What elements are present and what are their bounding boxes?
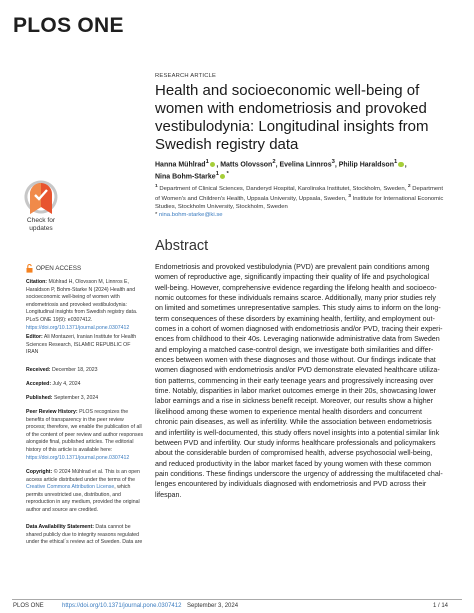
open-access-badge [26, 264, 81, 273]
affiliation-number: 1 [155, 184, 158, 189]
data-availability-block [26, 524, 144, 547]
abstract-heading: Abstract [155, 238, 209, 254]
copyright-text-2: , which permits unrestricted use, distribution, and reproduction in any medium, provided the original author and source are credited. [26, 484, 140, 513]
orcid-icon[interactable] [398, 162, 404, 168]
abstract-body: Endometriosis and provoked vestibulodynia (PVD) are prevalent pain conditions among women of reproductive age, significantly impacting their quality of life and psychological well-being. However, comprehensive evidence regarding the lifelong health and socioeco-nomic outcomes for these individuals remains scarce. Additionally, many prior studies rely on limited and sometimes unrepresentative samples. This study aims to inform on the long-term consequences of these disorders by examining health, fertility, and employment out-comes in a cohort of women diagnosed with endometriosis and/or PVD, tracing their experi-ences from childhood to their 40s. Leveraging nationwide administrative data from Sweden and employing a matched case-control design, we investigate both similarities and differ-ences between women with these diagnoses and those without. Our findings indicate that women diagnosed with endometriosis and/or PVD demonstrate elevated healthcare utiliza-tion patterns, commencing in their early teenage years and progressively increasing over time. Notably, disparities in labor market outcomes emerge in their 20s, showcasing lower labor earnings and a rise in sickness benefit receipt. Moreover, our results show a higher likelihood among these women to experience mental health disorders and concurrent chronic pain diseases, as well as infertility. While the association between endometriosis and infertility is well-documented, this study offers novel insights into a potential similar link between PVD and infertility. Our study informs healthcare professionals and policymakers about the considerable burden of compromised health, adverse psychosocial well-being, and reduced productivity in the labor market faced by young women with these common pain conditions. These findings underscore the urgency of addressing the multifaceted chal-lenges encountered by individuals diagnosed with endometriosis and PVD across their lifespan. [155, 263, 443, 499]
published-date: September 3, 2024 [53, 395, 99, 401]
author-bohm-starke[interactable]: Nina Bohm-Starke [155, 173, 216, 181]
citation-doi-link[interactable]: https://doi.org/10.1371/journal.pone.0307412 [26, 324, 130, 331]
open-lock-icon [26, 264, 33, 273]
editor-label: Editor: [26, 334, 43, 340]
accepted-date: July 4, 2024 [52, 381, 81, 387]
peer-review-doi-link[interactable]: https://doi.org/10.1371/journal.pone.0307412 [26, 454, 130, 461]
article-type-label: RESEARCH ARTICLE [155, 73, 217, 79]
affiliation-2: Department of Women's and Children's Health, Uppsala University, Uppsala, Sweden, [155, 185, 444, 203]
license-link[interactable]: Creative Commons Attribution License [26, 484, 115, 491]
email-link[interactable]: nina.bohm-starke@ki.se [158, 212, 223, 218]
footer-divider [12, 599, 462, 600]
footer-date: September 3, 2024 [187, 603, 239, 609]
corresponding-author-mark: * [226, 170, 229, 177]
data-availability-label: Data Availability Statement: [26, 524, 94, 530]
correspondence-email [155, 212, 445, 218]
accepted-label: Accepted: [26, 381, 52, 387]
author-haraldson[interactable]: , Philip Haraldson [334, 161, 394, 169]
orcid-icon[interactable] [210, 162, 216, 168]
article-title: Health and socioeconomic well-being of women with endometriosis and provoked vestibulodynia: Longitudinal insights from Swedish registry data [155, 82, 429, 153]
footer-page-number: 1 / 14 [433, 603, 449, 609]
received-label: Received: [26, 367, 51, 373]
affiliation-number: 2 [407, 184, 411, 189]
check-for-updates-badge[interactable] [18, 180, 64, 233]
journal-logo-part2: ONE [77, 14, 124, 37]
editor-block [26, 334, 144, 357]
crossmark-line2: updates [29, 225, 53, 232]
author-linnros[interactable]: , Evelina Linnros [275, 161, 332, 169]
open-access-label: OPEN ACCESS [36, 265, 82, 272]
author-olovsson[interactable]: , Matts Olovsson [216, 161, 273, 169]
affiliation-number: 3 [348, 194, 351, 200]
footer-journal: PLOS ONE [13, 603, 44, 609]
peer-review-label: Peer Review History: [26, 409, 78, 415]
citation-label: Citation: [26, 279, 48, 285]
footer-doi-link[interactable]: https://doi.org/10.1371/journal.pone.0307412 [62, 603, 182, 609]
citation-text: Mühlrad H, Olovsson M, Linnros E, Haraldson P, Bohm-Starke N (2024) Health and socioeconomic well-being of women with endometriosis and provoked vestibulodynia: Longitudinal insights from Swedish registry data. PLoS ONE 19(9): e0307412. [26, 279, 138, 323]
journal-logo [13, 14, 124, 38]
received-block [26, 367, 144, 375]
copyright-block [26, 469, 144, 515]
peer-review-text: PLOS recognizes the benefits of transparency in the peer review process; therefore, we enable the publication of all of the content of peer review and author responses alongside final, published articles. The editorial history of this article is available here: [26, 409, 144, 453]
peer-review-block [26, 409, 144, 462]
email-prefix: * [155, 212, 159, 218]
crossmark-line1: Check for [26, 217, 56, 224]
affiliation-3: Institute for International Economic Studies, Stockholm University, Stockholm, Sweden [155, 196, 444, 211]
published-label: Published: [26, 395, 53, 401]
affiliations [155, 183, 445, 212]
orcid-icon[interactable] [220, 174, 226, 180]
received-date: December 18, 2023 [51, 367, 98, 373]
published-block [26, 395, 144, 403]
copyright-label: Copyright: [26, 469, 53, 475]
accepted-block [26, 381, 144, 389]
crossmark-icon [24, 180, 58, 216]
author-list: Hanna Mühlrad$^1$ , Matts Olovsson$^2$, Evelina Linnros$^3$, Philip Haraldson$^1$ , Nina Bohm-Starke$^1$ * [155, 159, 407, 181]
affiliation-1: Department of Clinical Sciences, Danderyd Hospital, Karolinska Institutet, Stockholm, Sweden, [159, 185, 407, 192]
author-muhlrad[interactable]: Hanna Mühlrad [155, 161, 206, 169]
data-availability-text: Data cannot be shared publicly due to integrity reasons regulated under the ethical´s review act of Sweden. Data are [26, 524, 143, 546]
editor-text: Ali Montazeri, Iranian Institute for Health Sciences Research, ISLAMIC REPUBLIC OF IRAN [26, 334, 137, 356]
copyright-text-1: © 2024 Mühlrad et al. This is an open access article distributed under the terms of the [26, 469, 140, 483]
citation-block [26, 279, 144, 332]
journal-logo-part1: PLOS [13, 14, 72, 37]
